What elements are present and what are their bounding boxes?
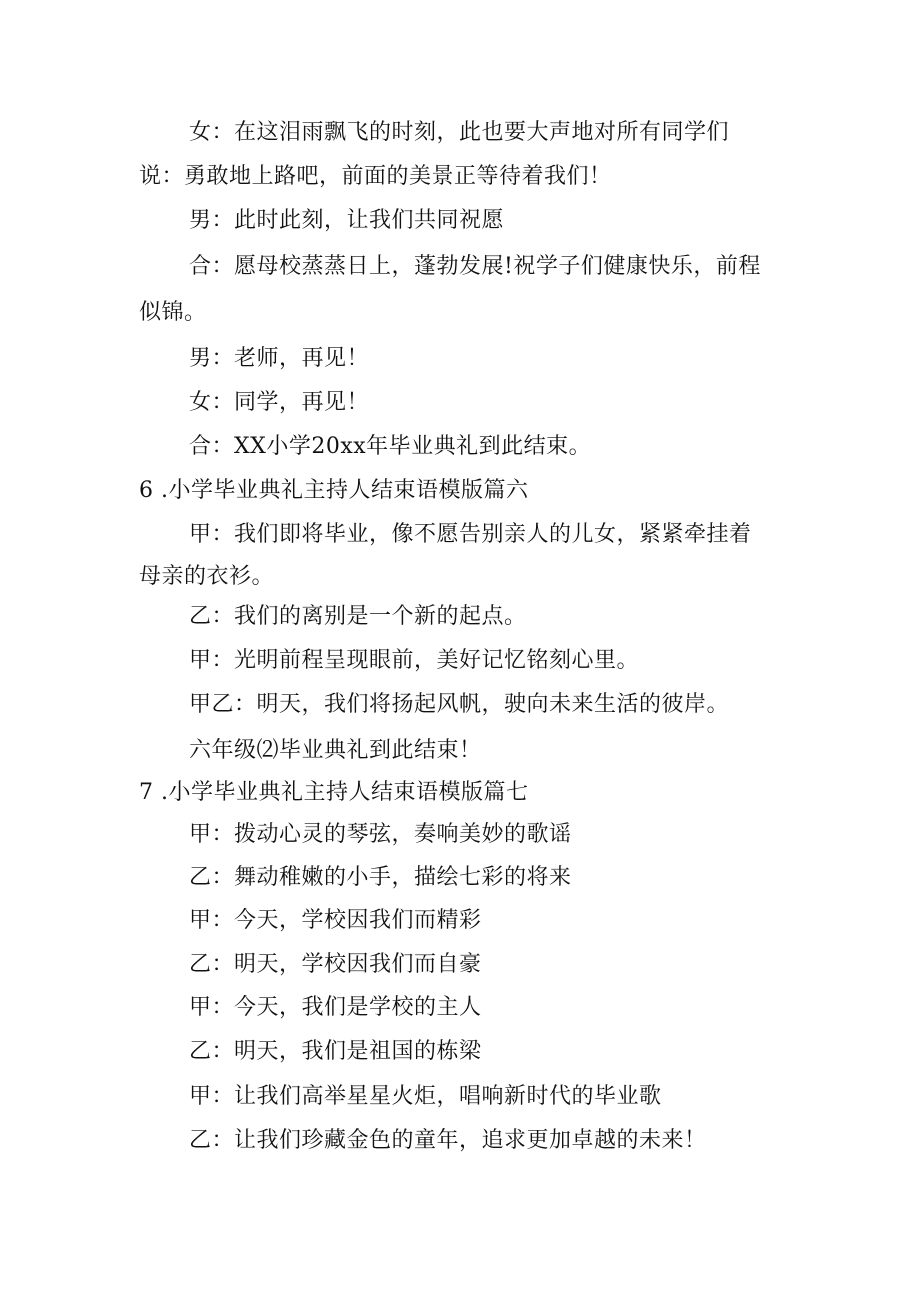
paragraph-line: 甲：今天，学校因我们而精彩: [189, 908, 482, 933]
paragraph-line: 甲乙：明天，我们将扬起风帆，驶向未来生活的彼岸。: [189, 692, 730, 717]
paragraph-line: 甲：光明前程呈现眼前，美好记忆铭刻心里。: [189, 648, 640, 673]
paragraph-line: 男：此时此刻，让我们共同祝愿: [189, 208, 505, 233]
paragraph-line: 乙：我们的离别是一个新的起点。: [189, 604, 527, 629]
section-heading: 7 .小学毕业典礼主持人结束语模版篇七: [139, 780, 529, 805]
section-heading: 6 .小学毕业典礼主持人结束语模版篇六: [139, 478, 529, 503]
paragraph-line: 乙：明天，我们是祖国的栋梁: [189, 1039, 482, 1064]
paragraph-line: 合：愿母校蒸蒸日上，蓬勃发展!祝学子们健康快乐，前程: [189, 254, 761, 279]
paragraph-line: 甲：让我们高举星星火炬，唱响新时代的毕业歌: [189, 1084, 662, 1109]
paragraph-line: 母亲的衣衫。: [139, 564, 275, 589]
paragraph-line: 甲：今天，我们是学校的主人: [189, 995, 482, 1020]
paragraph-line: 甲：我们即将毕业，像不愿告别亲人的儿女，紧紧牵挂着: [189, 522, 752, 547]
paragraph-line: 说：勇敢地上路吧，前面的美景正等待着我们！: [139, 164, 612, 189]
paragraph-line: 乙：明天，学校因我们而自豪: [189, 952, 482, 977]
paragraph-line: 六年级⑵毕业典礼到此结束！: [189, 738, 482, 763]
paragraph-line: 合：XX小学20xx年毕业典礼到此结束。: [189, 434, 592, 459]
paragraph-line: 男：老师，再见！: [189, 346, 370, 371]
paragraph-line: 似锦。: [139, 300, 207, 325]
paragraph-line: 女：在这泪雨飘飞的时刻，此也要大声地对所有同学们: [189, 120, 730, 145]
paragraph-line: 甲：拨动心灵的琴弦，奏响美妙的歌谣: [189, 822, 572, 847]
paragraph-line: 乙：让我们珍藏金色的童年，追求更加卓越的未来！: [189, 1128, 707, 1153]
paragraph-line: 女：同学，再见！: [189, 390, 370, 415]
paragraph-line: 乙：舞动稚嫩的小手，描绘七彩的将来: [189, 865, 572, 890]
